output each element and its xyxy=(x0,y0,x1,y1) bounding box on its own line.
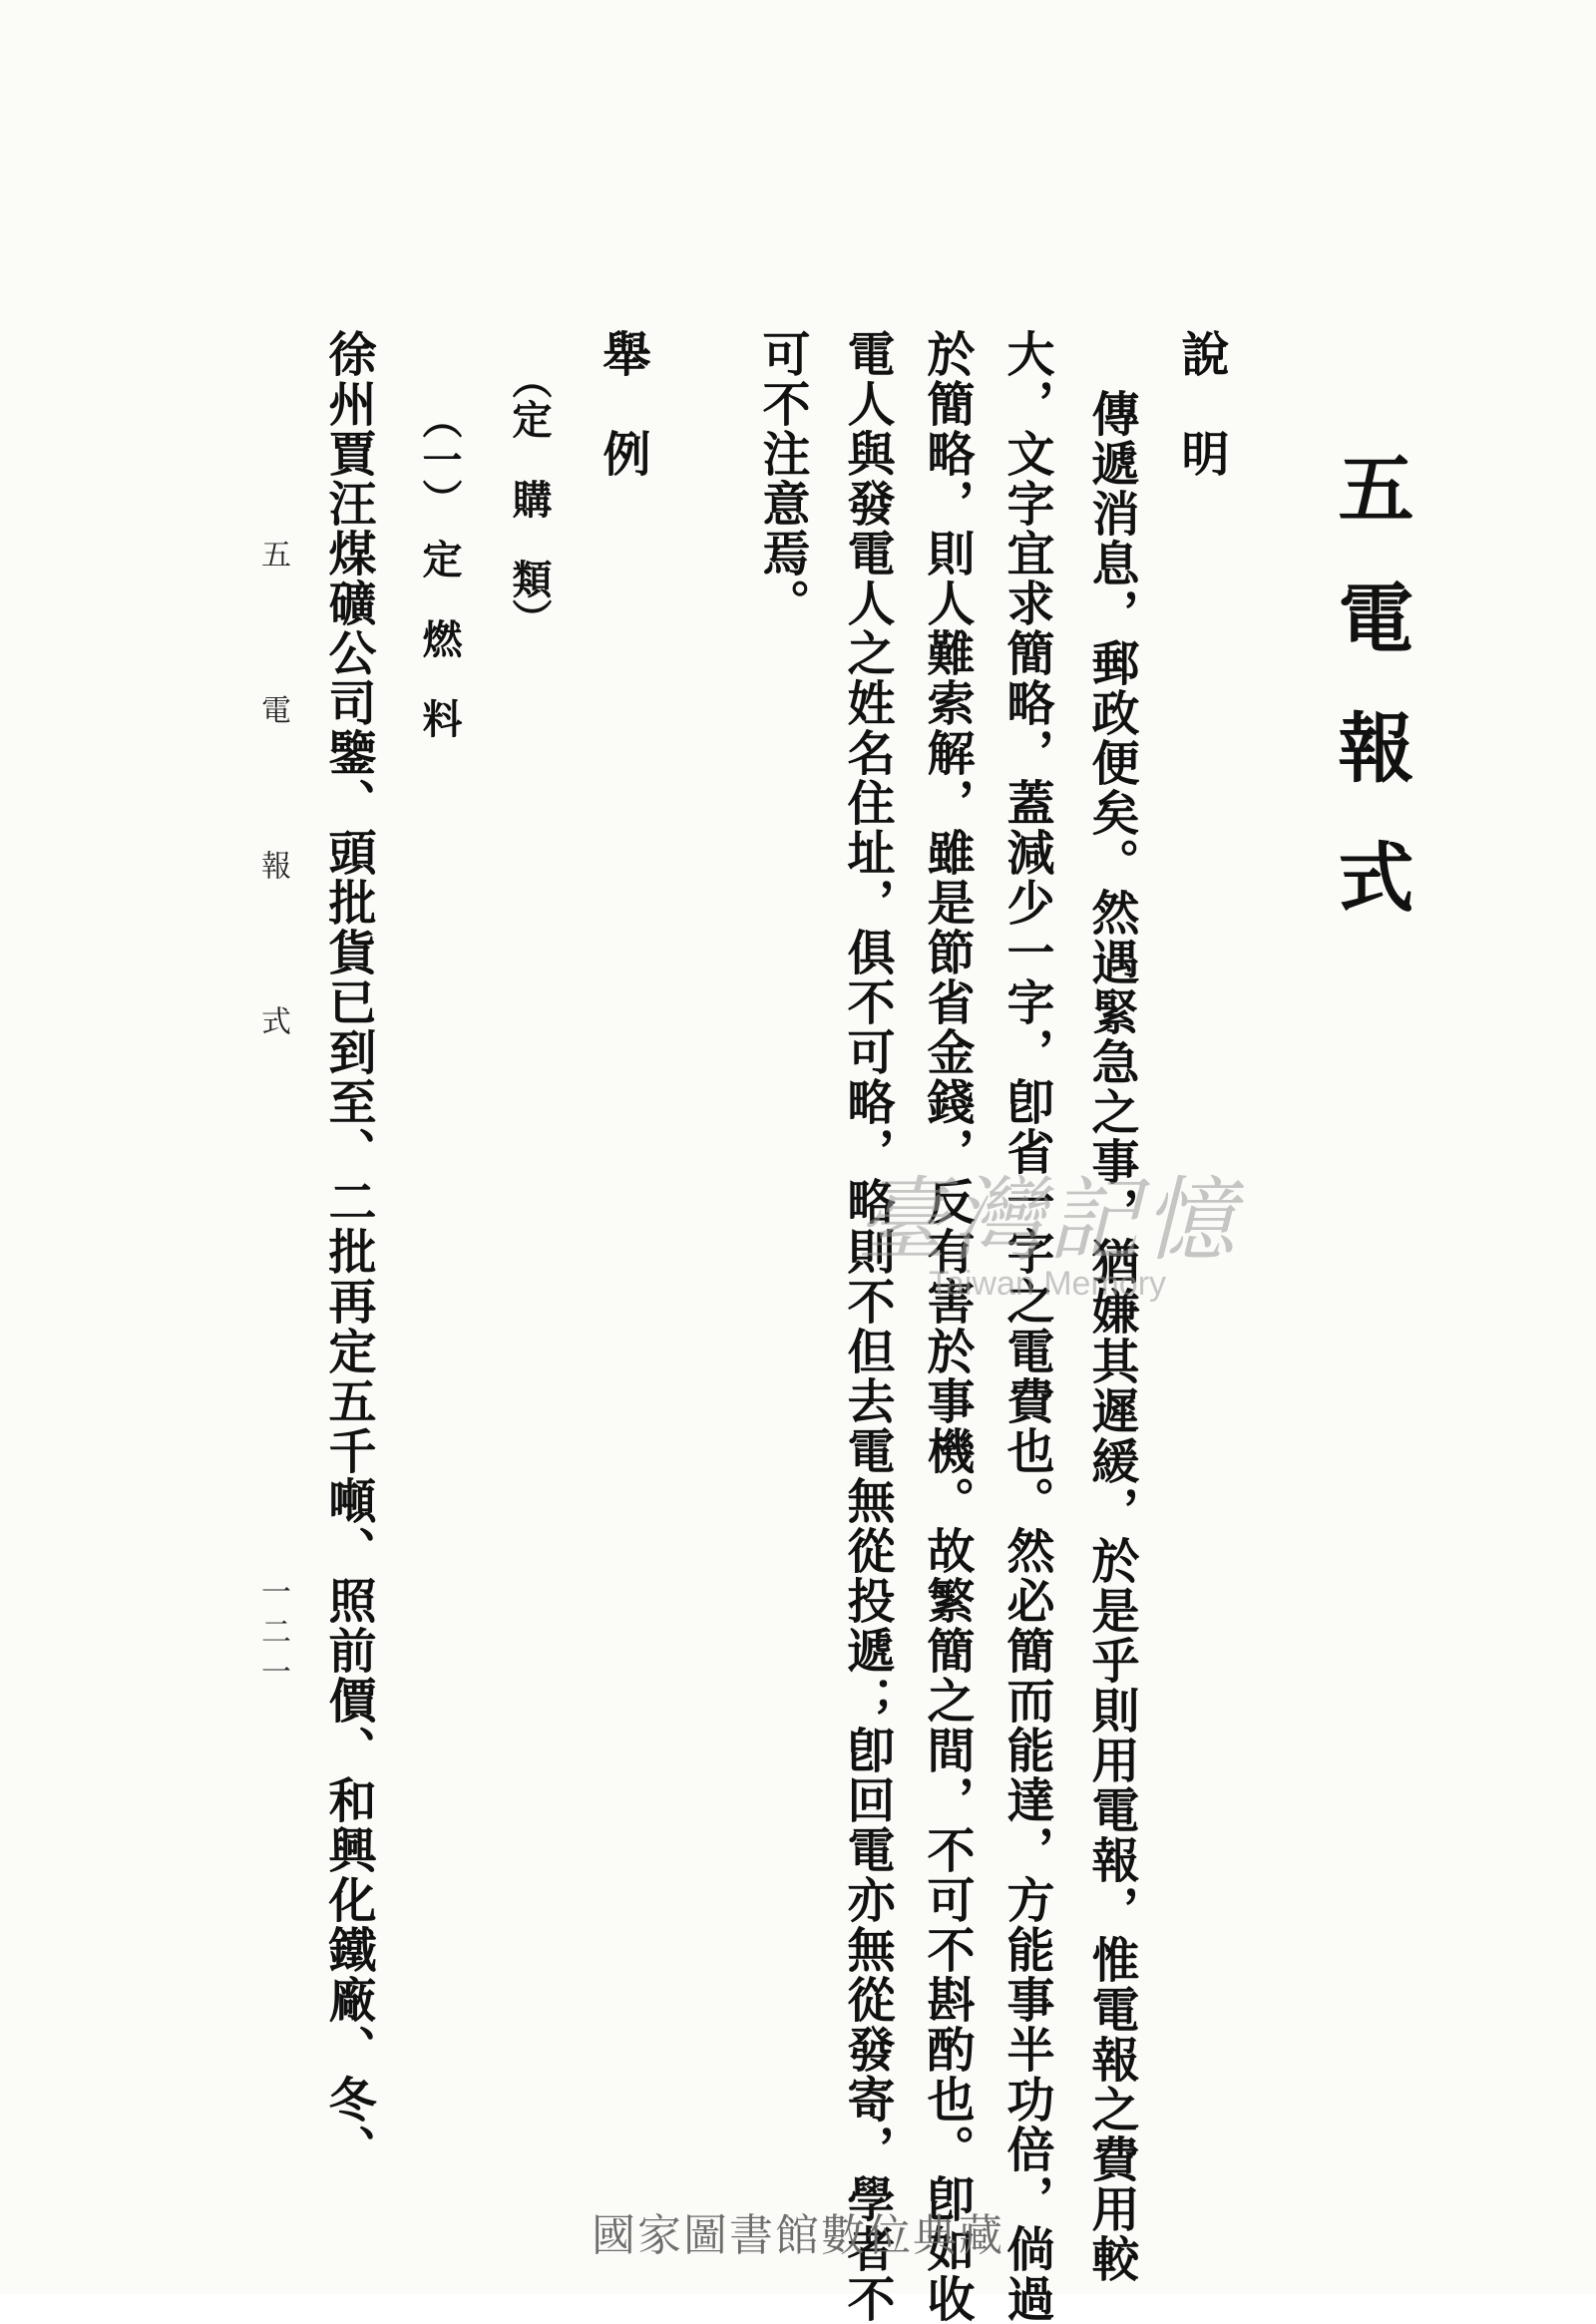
watermark-cn: 臺灣記憶 xyxy=(855,1167,1239,1274)
example-heading: 舉 例 xyxy=(595,329,650,479)
subcategory-label: （一） 定 燃 料 xyxy=(416,399,463,738)
example-telegram: 徐州賈汪煤礦公司鑒、頭批貨已到至、二批再定五千噸、照前價、和興化鐵廠、冬、 xyxy=(320,329,376,2174)
watermark-en: Taiwan Memory xyxy=(928,1265,1167,1303)
archive-label: 國家圖書館數位典藏 xyxy=(592,2210,1004,2261)
footer-chapter: 五 電 報 式 xyxy=(255,539,290,1083)
page-title: 五電報式 xyxy=(1326,449,1414,968)
body-line-4: 電人與發電人之姓名住址，俱不可略，略則不但去電無從投遞；卽回電亦無從發寄，學者不 xyxy=(839,329,895,2324)
section-heading: 說 明 xyxy=(1173,329,1229,479)
page-number: 一二一 xyxy=(255,1576,290,1696)
body-line-2: 大，文字宜求簡略，蓋減少一字，卽省一字之電費也。然必簡而能達，方能事半功倍，倘過 xyxy=(998,329,1054,2324)
watermark xyxy=(798,1147,1297,1304)
body-line-1: 傳遞消息，郵政便矣。然遇緊急之事，猶嫌其遲緩，於是乎則用電報，惟電報之費用較 xyxy=(1083,389,1139,2284)
body-line-3: 於簡略，則人難索解，雖是節省金錢，反有害於事機。故繁簡之間，不可不斟酌也。卽如收 xyxy=(919,329,975,2324)
category-label: （定 購 類） xyxy=(506,359,553,638)
body-line-5: 可不注意焉。 xyxy=(754,329,810,628)
